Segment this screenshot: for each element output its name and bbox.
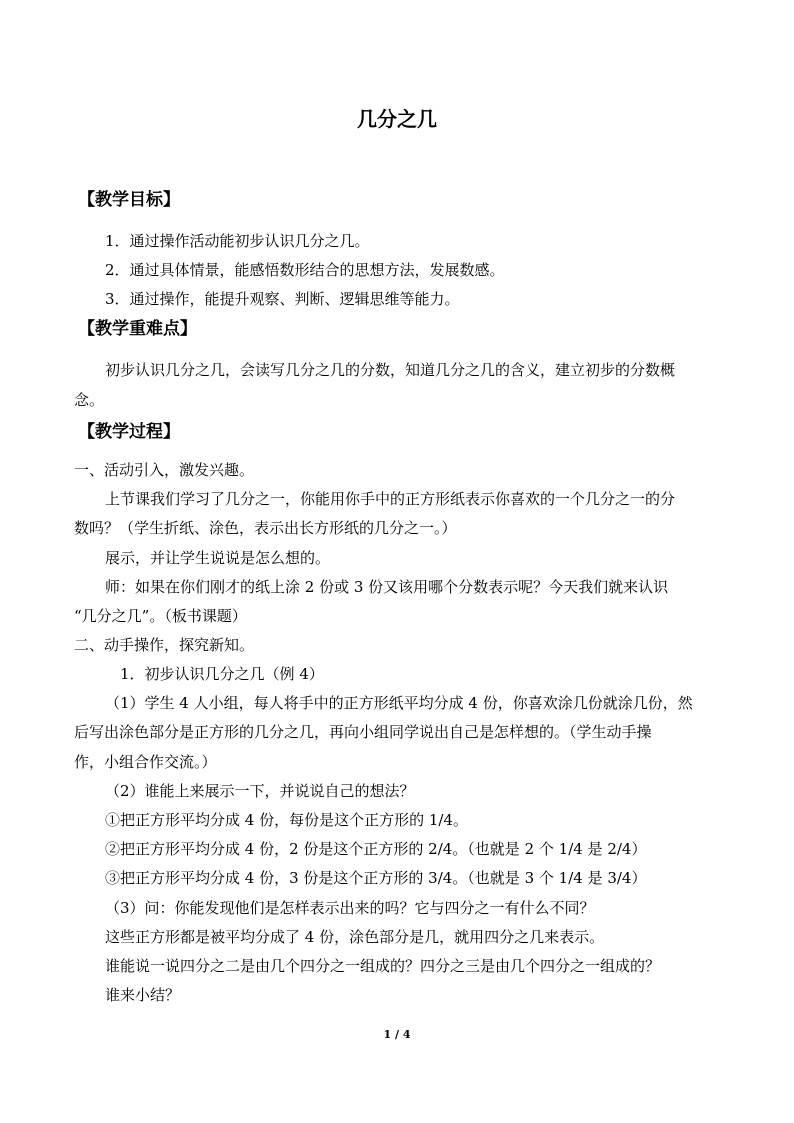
objective-item: 3．通过操作，能提升观察、判断、逻辑思维等能力。 — [105, 290, 460, 308]
process-paragraph: （2）谁能上来展示一下，并说说自己的想法？ — [105, 782, 415, 800]
process-paragraph: （1）学生 4 人小组，每人将手中的正方形纸平均分成 4 份，你喜欢涂几份就涂几份，然 — [105, 694, 693, 712]
objectives-heading: 【教学目标】 — [78, 190, 180, 210]
process-paragraph: 作，小组合作交流。） — [74, 753, 217, 771]
process-paragraph: 师：如果在你们刚才的纸上涂 2 份或 3 份又该用哪个分数表示呢？今天我们就来认识 — [105, 578, 669, 596]
key-points-text: 初步认识几分之几，会读写几分之几的分数，知道几分之几的含义，建立初步的分数概 — [105, 361, 676, 379]
document-title: 几分之几 — [357, 107, 437, 131]
process-paragraph: “几分之几”。（板书课题） — [74, 607, 247, 625]
process-paragraph: 展示，并让学生说说是怎么想的。 — [105, 549, 331, 567]
process-paragraph: 谁能说一说四分之二是由几个四分之一组成的？四分之三是由几个四分之一组成的？ — [105, 957, 661, 975]
objective-item: 1．通过操作活动能初步认识几分之几。 — [105, 232, 370, 250]
process-paragraph: （3）问：你能发现他们是怎样表示出来的吗？它与四分之一有什么不同？ — [105, 899, 595, 917]
process-paragraph: 后写出涂色部分是正方形的几分之几，再向小组同学说出自己是怎样想的。（学生动手操 — [74, 723, 652, 741]
key-points-heading: 【教学重难点】 — [78, 319, 197, 339]
process-section-heading: 一、活动引入，激发兴趣。 — [74, 461, 255, 479]
process-paragraph: 谁来小结？ — [105, 986, 181, 1004]
process-paragraph: ①把正方形平均分成 4 份，每份是这个正方形的 1/4。 — [105, 811, 468, 829]
process-paragraph: 1．初步认识几分之几（例 4） — [120, 665, 324, 683]
key-points-text: 念。 — [74, 391, 105, 409]
process-paragraph: 上节课我们学习了几分之一，你能用你手中的正方形纸表示你喜欢的一个几分之一的分 — [105, 490, 676, 508]
process-paragraph: ③把正方形平均分成 4 份，3 份是这个正方形的 3/4。（也就是 3 个 1/4 是 3/4） — [105, 869, 647, 887]
process-section-heading: 二、动手操作，探究新知。 — [74, 636, 255, 654]
process-heading: 【教学过程】 — [78, 422, 180, 442]
process-paragraph: 这些正方形都是被平均分成了 4 份，涂色部分是几，就用四分之几来表示。 — [105, 928, 605, 946]
process-paragraph: 数吗？（学生折纸、涂色，表示出长方形纸的几分之一。） — [74, 519, 457, 537]
objective-item: 2．通过具体情景，能感悟数形结合的思想方法，发展数感。 — [105, 261, 505, 279]
page-number: 1 / 4 — [383, 1028, 411, 1041]
process-paragraph: ②把正方形平均分成 4 份，2 份是这个正方形的 2/4。（也就是 2 个 1/4 是 2/4） — [105, 840, 647, 858]
